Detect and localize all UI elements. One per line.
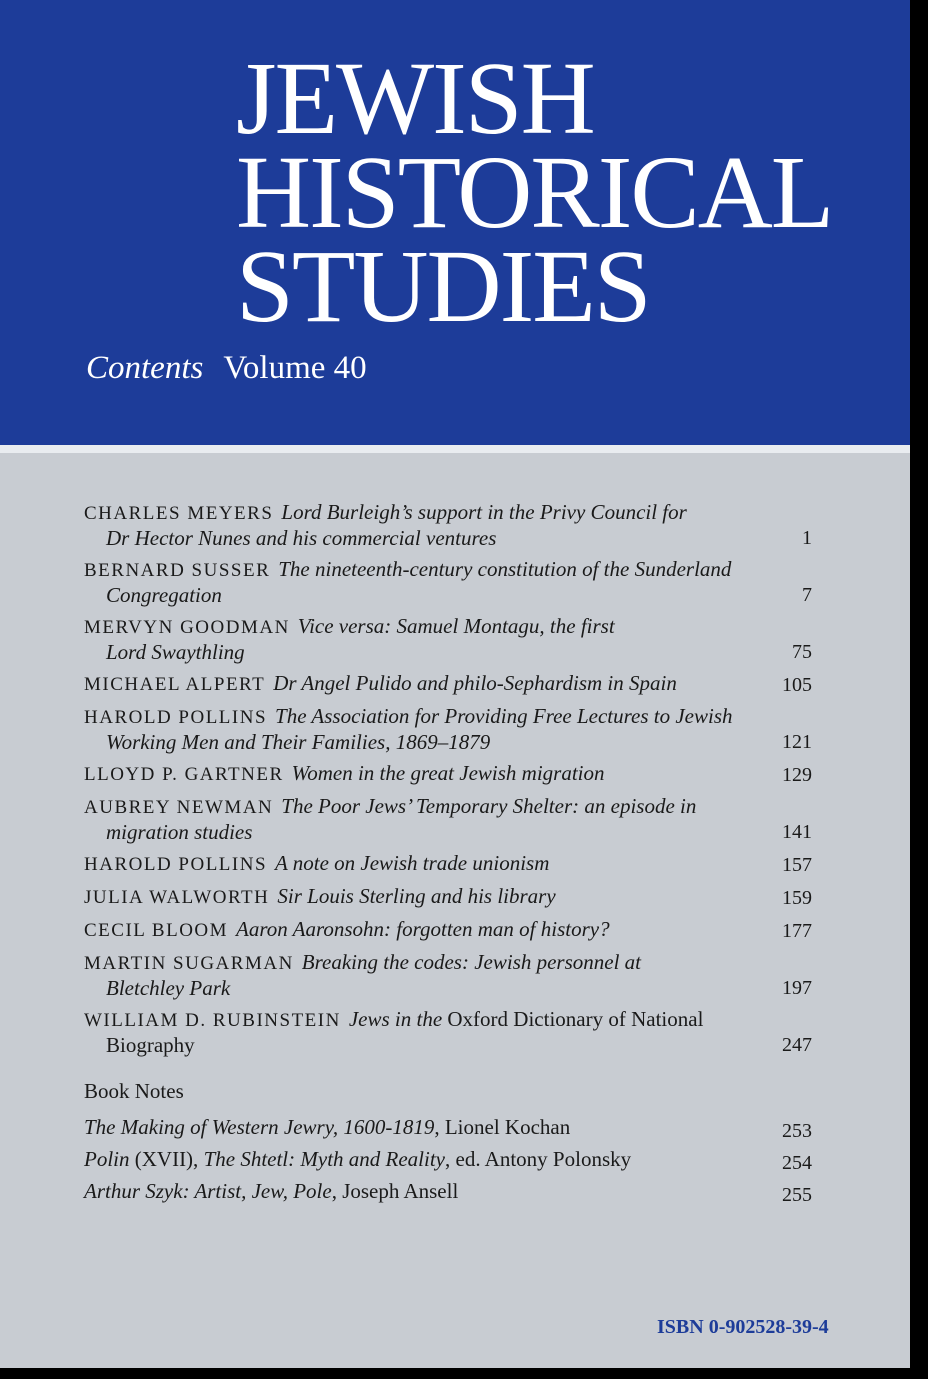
book-note-title: Arthur Szyk: Artist, Jew, Pole [84,1179,332,1203]
book-note-title: Polin [84,1147,130,1171]
toc-page: 105 [782,674,812,696]
toc-page: 7 [802,584,812,606]
book-note-author: , Joseph Ansell [331,1179,459,1203]
toc-title-cont: migration studies [106,820,253,844]
toc-title: The Association for Providing Free Lectures to Jewish [275,704,733,728]
toc-entry [84,761,812,787]
book-note-page: 253 [782,1120,812,1142]
toc-title-cont: Biography [106,1033,195,1057]
toc-title-cont: Working Men and Their Families, 1869–1879 [106,730,491,754]
toc-author: MARTIN SUGARMAN [84,953,294,974]
book-note-subtitle: The Shtetl: Myth and Reality [203,1147,446,1171]
book-note-title: The Making of Western Jewry, 1600-1819 [84,1115,435,1139]
book-note [84,1179,812,1206]
toc-title: Dr Angel Pulido and philo-Sephardism in Spain [273,671,677,695]
toc-entry [84,884,812,910]
toc-title-cont: Dr Hector Nunes and his commercial ventures [106,526,497,550]
toc-entry [84,851,812,877]
toc-title-cont: Lord Swaythling [106,640,245,664]
toc-author: AUBREY NEWMAN [84,797,274,818]
toc-page: 141 [782,821,812,843]
toc-author: JULIA WALWORTH [84,887,270,908]
toc-entry [84,704,812,754]
journal-title [236,41,833,344]
title-line: JEWISH [236,41,594,156]
toc-author: CECIL BLOOM [84,920,229,941]
volume-label: Volume 40 [223,350,367,386]
toc-entry [84,950,812,1000]
table-of-contents [84,500,812,1211]
toc-page: 75 [792,641,812,663]
toc-title-cont: Congregation [106,583,222,607]
toc-author: HAROLD POLLINS [84,707,268,728]
book-note-page: 254 [782,1152,812,1174]
toc-page: 197 [782,977,812,999]
title-line: STUDIES [236,229,650,344]
book-note [84,1115,812,1142]
toc-entry [84,1007,812,1057]
toc-author: WILLIAM D. RUBINSTEIN [84,1010,341,1031]
title-band [0,0,910,445]
toc-title: The nineteenth-century constitution of the Sunderland [278,557,732,581]
toc-entry [84,500,812,550]
toc-page: 121 [782,731,812,753]
toc-entry [84,614,812,664]
contents-heading [86,350,367,387]
toc-title: Lord Burleigh’s support in the Privy Council for [281,500,687,524]
toc-entry [84,917,812,943]
band-edge [0,445,910,453]
toc-title: Vice versa: Samuel Montagu, the first [297,614,615,638]
toc-page: 177 [782,920,812,942]
toc-title: The Poor Jews’ Temporary Shelter: an episode in [281,794,697,818]
toc-author: MERVYN GOODMAN [84,617,290,638]
toc-title-cont: Bletchley Park [106,976,231,1000]
toc-title: Jews in the [348,1007,443,1031]
toc-author: BERNARD SUSSER [84,560,271,581]
toc-page: 129 [782,764,812,786]
toc-title: Aaron Aaronsohn: forgotten man of history? [236,917,610,941]
toc-title: Women in the great Jewish migration [291,761,605,785]
toc-page: 157 [782,854,812,876]
contents-label: Contents [86,350,204,386]
toc-entry [84,671,812,697]
toc-page: 1 [802,527,812,549]
toc-title-roman: Oxford Dictionary of National [447,1007,704,1031]
toc-author: MICHAEL ALPERT [84,674,266,695]
book-note-author: , ed. Antony Polonsky [445,1147,632,1171]
toc-author: LLOYD P. GARTNER [84,764,284,785]
toc-title: A note on Jewish trade unionism [275,851,550,875]
book-notes-heading: Book Notes [84,1079,184,1103]
isbn: ISBN 0-902528-39-4 [657,1316,829,1338]
toc-entry [84,794,812,844]
toc-page: 247 [782,1034,812,1056]
toc-title: Sir Louis Sterling and his library [277,884,556,908]
toc-entry [84,557,812,607]
title-line: HISTORICAL [236,135,833,250]
book-note-text: (XVII), [129,1147,204,1171]
toc-author: HAROLD POLLINS [84,854,268,875]
book-note-page: 255 [782,1184,812,1206]
toc-author: CHARLES MEYERS [84,503,274,524]
book-note [84,1147,812,1174]
toc-title: Breaking the codes: Jewish personnel at [301,950,642,974]
toc-page: 159 [782,887,812,909]
book-note-author: , Lionel Kochan [434,1115,571,1139]
